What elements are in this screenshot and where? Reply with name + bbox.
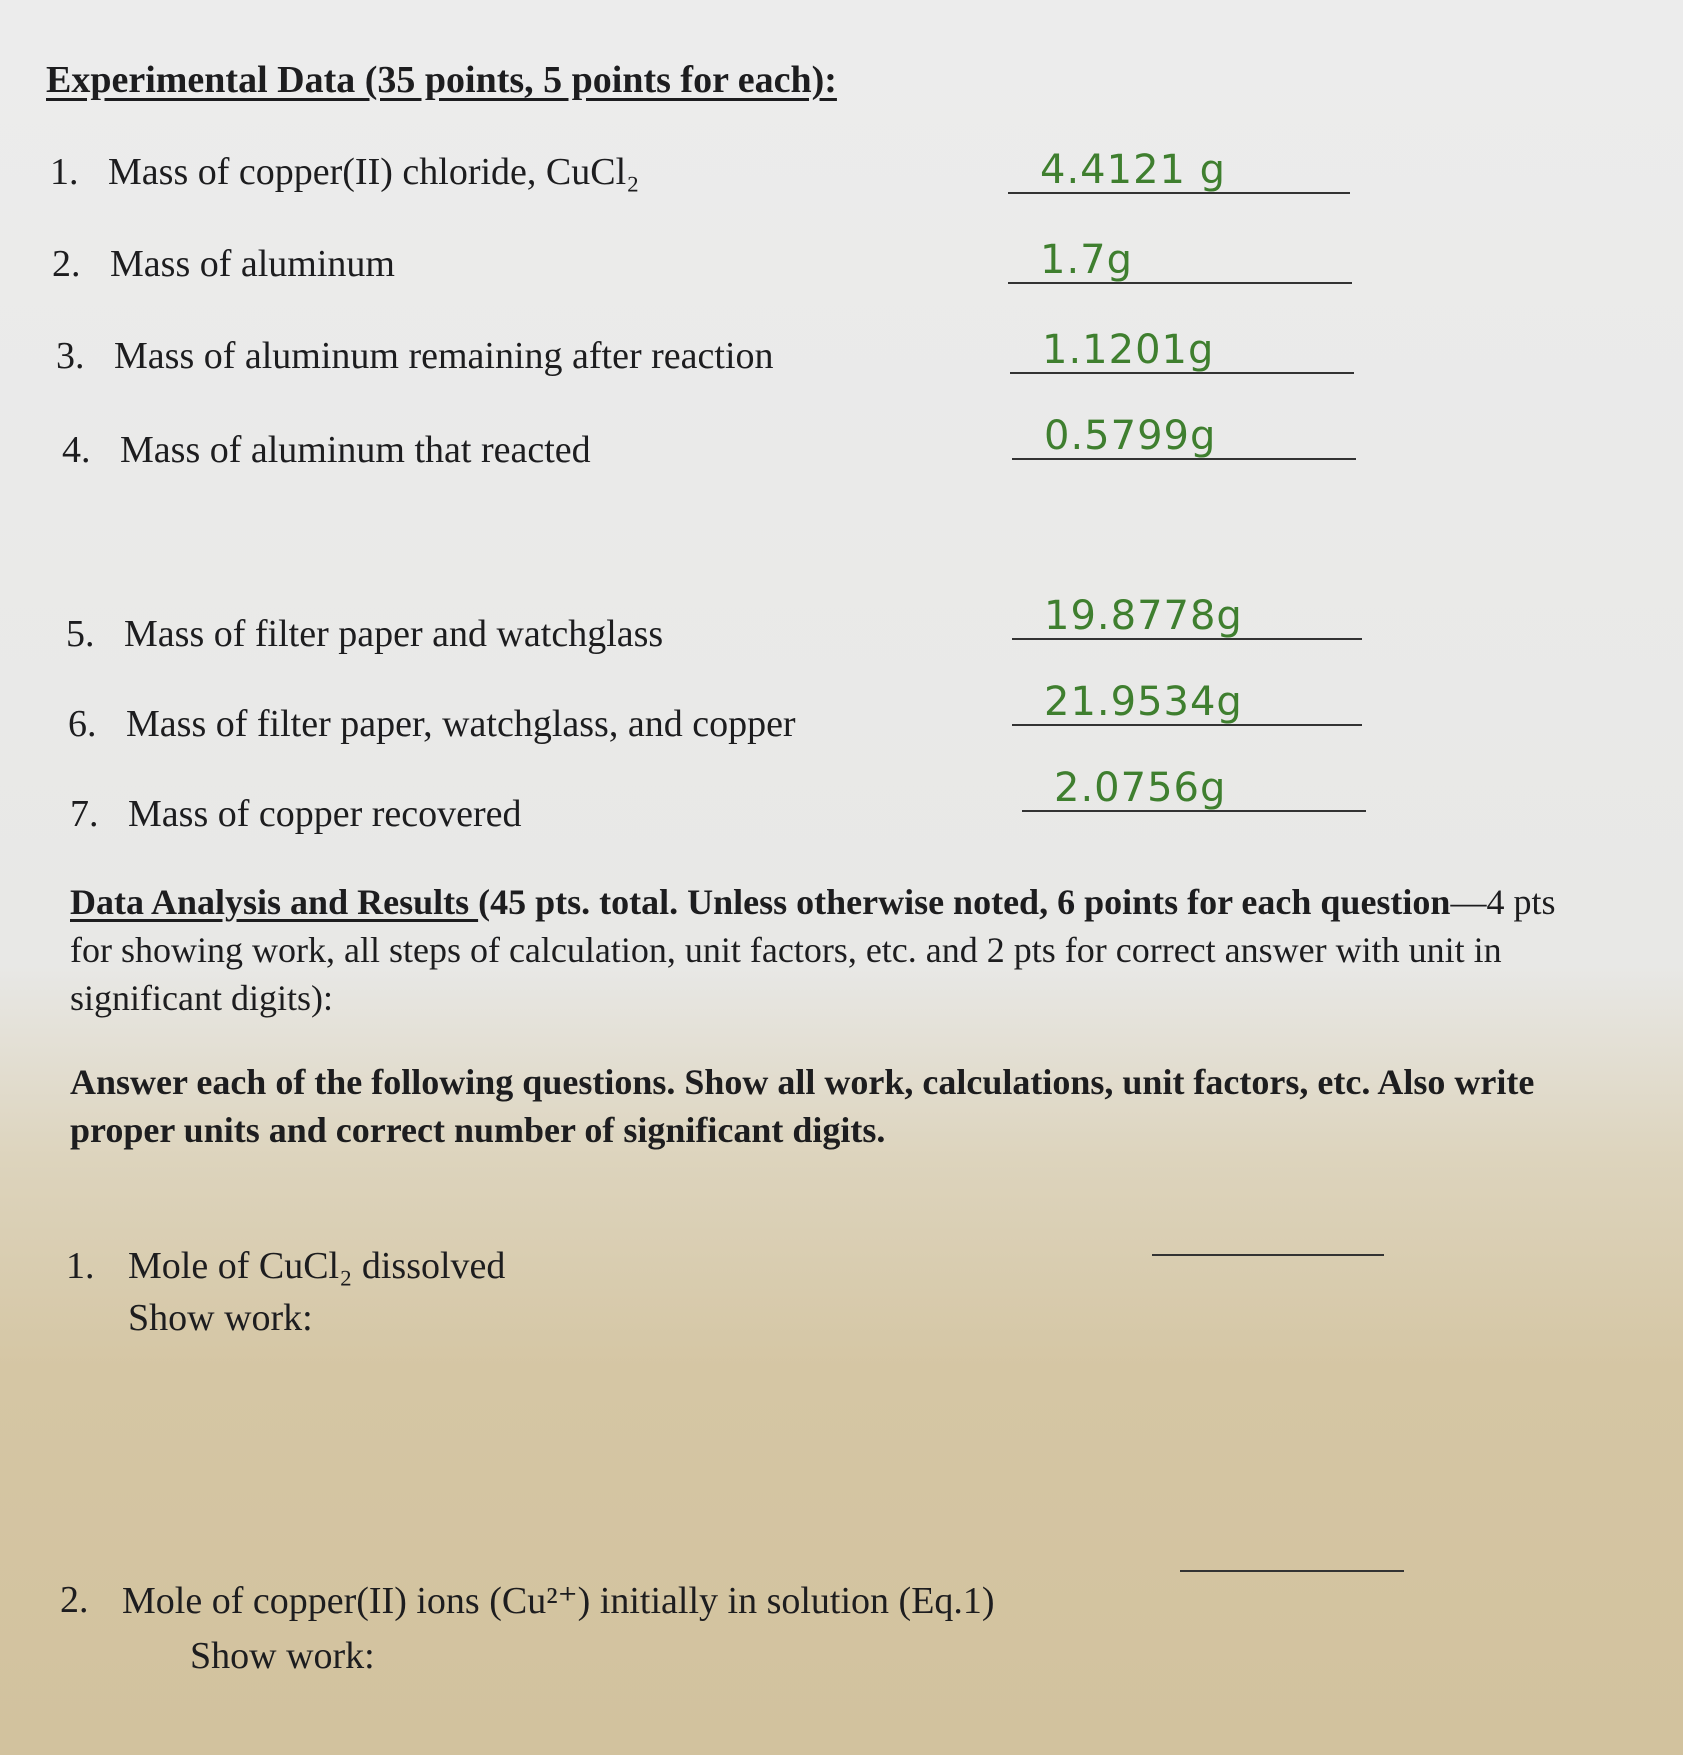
answer-blank-5: 19.8778g xyxy=(1012,594,1362,640)
item-label: Mass of filter paper and watchglass xyxy=(124,613,664,655)
answer-line-2 xyxy=(1180,1568,1404,1572)
item-number: 1. xyxy=(50,151,79,193)
item-label: Mass of copper recovered xyxy=(128,793,522,835)
data-analysis-heading xyxy=(70,878,1590,1022)
item-number: 3. xyxy=(56,335,85,377)
question-text: Mole of CuCl₂ dissolved xyxy=(128,1245,506,1287)
data-analysis-title: Data Analysis and Results xyxy=(70,882,479,922)
item-number: 4. xyxy=(62,429,91,471)
show-work-label: Show work: xyxy=(128,1297,313,1339)
answer-blank-7: 2.0756g xyxy=(1022,766,1366,812)
data-analysis-points: (45 pts. total. Unless otherwise noted, 6 points for each question xyxy=(478,882,1451,922)
answer-blank-6: 21.9534g xyxy=(1012,680,1362,726)
item-label: Mass of copper(II) chloride, CuCl₂ xyxy=(108,151,640,193)
item-label: Mass of aluminum remaining after reaction xyxy=(114,335,774,377)
item-number: 2. xyxy=(52,243,81,285)
data-analysis-points-detail: —4 pts for showing work, all steps of calculation, unit factors, etc. and 2 pts for correct answer with unit in significant digits): xyxy=(70,882,1556,1018)
item-label: Mass of aluminum that reacted xyxy=(120,429,591,471)
answer-line-1 xyxy=(1152,1252,1384,1256)
experimental-data-title: Experimental Data (35 points, 5 points for each): xyxy=(46,59,837,101)
item-number: 6. xyxy=(68,703,97,745)
answer-blank-4: 0.5799g xyxy=(1012,414,1356,460)
show-work-label: Show work: xyxy=(190,1635,375,1677)
analysis-instructions: Answer each of the following questions. Show all work, calculations, unit factors, etc. Also write proper units and correct number of significant digits. xyxy=(70,1062,1535,1150)
item-label: Mass of aluminum xyxy=(110,243,395,285)
answer-blank-1: 4.4121 g xyxy=(1008,148,1350,194)
answer-blank-3: 1.1201g xyxy=(1010,328,1354,374)
question-number: 1. xyxy=(66,1245,95,1287)
question-number: 2. xyxy=(60,1579,89,1621)
item-label: Mass of filter paper, watchglass, and copper xyxy=(126,703,796,745)
question-text: Mole of copper(II) ions (Cu²⁺) initially in solution (Eq.1) xyxy=(122,1580,995,1622)
item-number: 5. xyxy=(66,613,95,655)
answer-blank-2: 1.7g xyxy=(1008,238,1352,284)
item-number: 7. xyxy=(70,793,99,835)
